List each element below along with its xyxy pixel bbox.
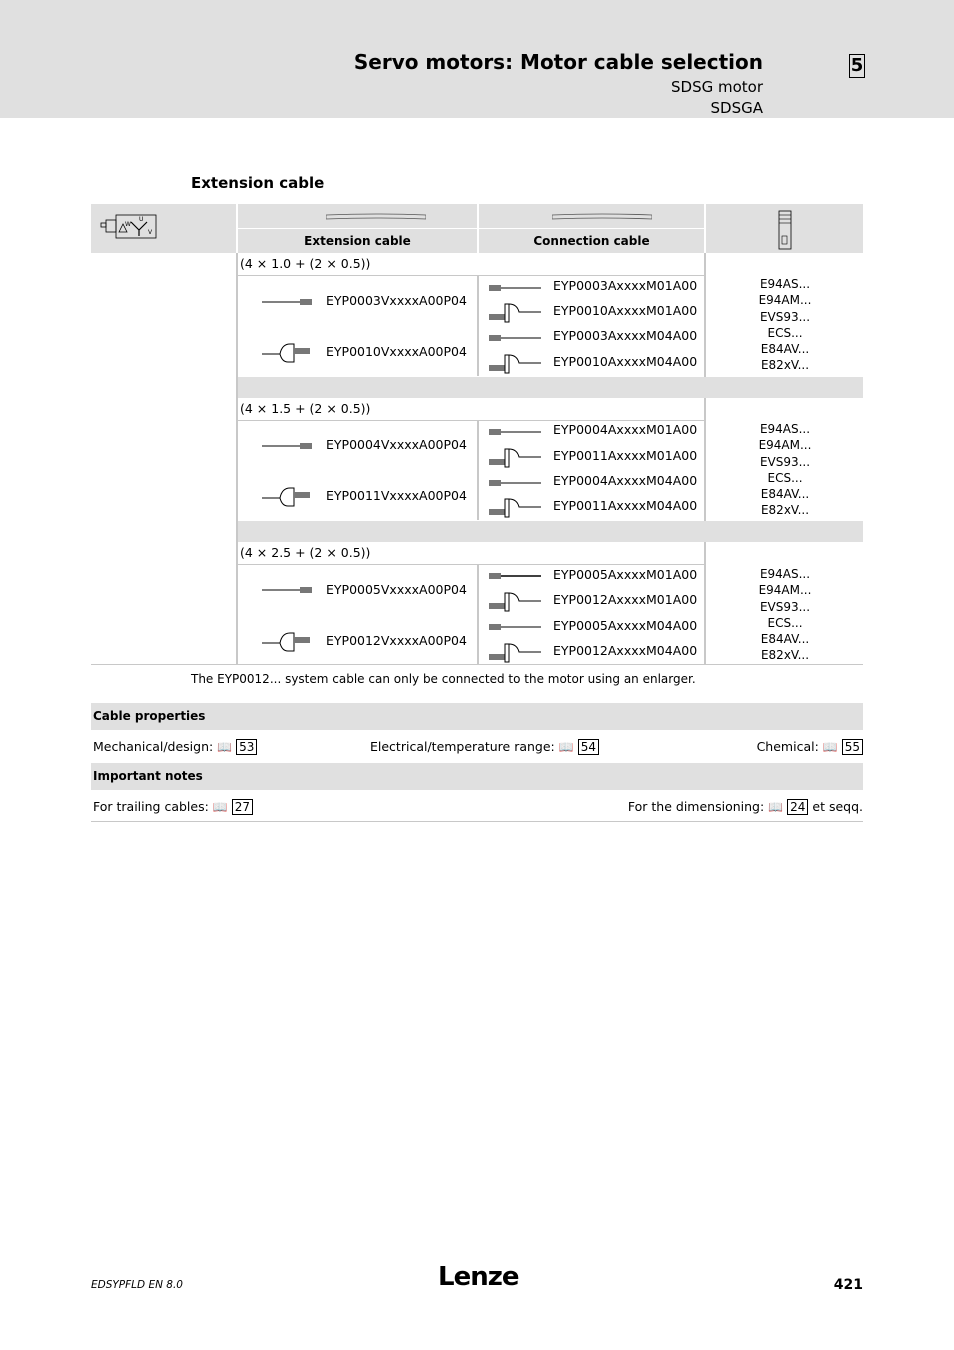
controller-name: E94AS... [759, 422, 811, 436]
straight-connector-icon [487, 333, 543, 343]
straight-connector-icon [487, 427, 543, 437]
extension-cable-code: EYP0003VxxxxA00P04 [326, 293, 467, 308]
controller-name: ECS... [767, 325, 803, 340]
angled-connector-icon [487, 495, 543, 519]
straight-connector-icon [487, 571, 543, 581]
motor-header-cell [91, 204, 236, 253]
cable-properties-bar [91, 703, 863, 730]
connection-cable-code: EYP0012AxxxxM04A00 [553, 643, 698, 658]
book-icon: 📖 [212, 800, 228, 814]
cross-section-label: (4 × 1.5 + (2 × 0.5)) [240, 401, 371, 416]
dimensioning-label: For the dimensioning: [627, 799, 765, 814]
cable-icon [552, 213, 652, 221]
controller-name: E84AV... [760, 632, 810, 647]
connection-cable-code: EYP0003AxxxxM01A00 [553, 278, 698, 293]
electrical-page-link[interactable]: 54 [578, 739, 599, 755]
cross-section-label: (4 × 1.0 + (2 × 0.5)) [240, 256, 371, 271]
phase-v-label: V [148, 229, 153, 236]
controller-name: ECS... [767, 615, 803, 630]
electrical-reference [370, 739, 599, 754]
extension-cable-code: EYP0011VxxxxA00P04 [326, 488, 467, 503]
connection-cable-code: EYP0004AxxxxM04A00 [553, 473, 698, 488]
trailing-cables-reference [93, 799, 253, 814]
controller-list [706, 566, 864, 664]
controller-name: EVS93... [759, 599, 811, 614]
controller-name: E82xV... [760, 503, 810, 518]
straight-plug-icon [260, 584, 316, 596]
document-code: EDSYPFLD EN 8.0 [91, 1279, 183, 1291]
angled-connector-icon [487, 640, 543, 664]
table-divider [238, 275, 704, 276]
chemical-reference [757, 739, 863, 754]
straight-plug-icon [260, 296, 316, 308]
group-separator [238, 377, 863, 398]
book-icon: 📖 [768, 800, 784, 814]
connection-cable-column-header: Connection cable [479, 229, 704, 253]
controller-name: E82xV... [760, 648, 810, 663]
table-footnote: The EYP0012... system cable can only be connected to the motor using an enlarger. [191, 672, 696, 686]
angled-connector-icon [487, 589, 543, 613]
table-divider [477, 276, 479, 376]
connection-cable-code: EYP0003AxxxxM04A00 [553, 328, 698, 343]
extension-cable-icon-cell [238, 204, 477, 228]
controller-name: ECS... [767, 470, 803, 485]
chemical-page-link[interactable]: 55 [842, 739, 863, 755]
trailing-page-link[interactable]: 27 [232, 799, 253, 815]
dimensioning-suffix: et seqq. [812, 799, 863, 814]
controller-name: E94AS... [759, 567, 811, 581]
controller-name: E94AM... [758, 293, 812, 308]
angled-plug-icon [260, 340, 316, 364]
straight-connector-icon [487, 622, 543, 632]
group-separator [238, 521, 863, 542]
important-notes-heading: Important notes [93, 769, 203, 783]
cable-properties-heading: Cable properties [93, 709, 206, 723]
controller-name: E94AS... [759, 277, 811, 291]
mechanical-label: Mechanical/design: [93, 739, 214, 754]
phase-w-label: W [125, 221, 131, 228]
notes-bottom-rule [91, 821, 863, 822]
connection-cable-code: EYP0012AxxxxM01A00 [553, 592, 698, 607]
chapter-number-link[interactable]: 5 [850, 55, 864, 76]
dimensioning-reference [628, 799, 863, 814]
controller-name: E84AV... [760, 342, 810, 357]
mechanical-reference [93, 739, 257, 754]
electrical-label: Electrical/temperature range: [370, 739, 555, 754]
phase-u-label: U [139, 216, 144, 223]
angled-plug-icon [260, 629, 316, 653]
book-icon: 📖 [217, 740, 233, 754]
controller-name: EVS93... [759, 309, 811, 324]
extension-cable-code: EYP0010VxxxxA00P04 [326, 344, 467, 359]
mechanical-page-link[interactable]: 53 [236, 739, 257, 755]
table-divider [238, 420, 704, 421]
straight-plug-icon [260, 440, 316, 452]
connection-cable-code: EYP0004AxxxxM01A00 [553, 422, 698, 437]
section-heading: Extension cable [191, 174, 325, 192]
extension-cable-code: EYP0004VxxxxA00P04 [326, 437, 467, 452]
dimensioning-page-link[interactable]: 24 [787, 799, 808, 815]
table-divider [236, 253, 238, 665]
page-number: 421 [833, 1277, 863, 1293]
controller-name: E84AV... [760, 487, 810, 502]
lenze-logo: Lenze [438, 1262, 519, 1292]
cross-section-label: (4 × 2.5 + (2 × 0.5)) [240, 545, 371, 560]
controller-list [706, 421, 864, 519]
connection-cable-code: EYP0011AxxxxM01A00 [553, 448, 698, 463]
controller-name: E82xV... [760, 358, 810, 373]
controller-list [706, 276, 864, 374]
angled-connector-icon [487, 445, 543, 469]
connection-cable-code: EYP0005AxxxxM04A00 [553, 618, 698, 633]
controller-header-cell [706, 204, 863, 253]
extension-cable-code: EYP0012VxxxxA00P04 [326, 633, 467, 648]
page-title: Servo motors: Motor cable selection [353, 50, 763, 74]
straight-connector-icon [487, 478, 543, 488]
page-subtitle-variant: SDSGA [710, 99, 763, 117]
table-divider [238, 564, 704, 565]
motor-icon [99, 212, 159, 240]
straight-connector-icon [487, 283, 543, 293]
trailing-label: For trailing cables: [93, 799, 209, 814]
angled-connector-icon [487, 351, 543, 375]
connection-cable-code: EYP0010AxxxxM04A00 [553, 354, 698, 369]
controller-name: E94AM... [758, 583, 812, 598]
important-notes-bar [91, 763, 863, 790]
table-bottom-rule [91, 664, 863, 665]
connection-cable-code: EYP0010AxxxxM01A00 [553, 303, 698, 318]
connection-cable-code: EYP0005AxxxxM01A00 [553, 567, 698, 582]
table-divider [477, 420, 479, 520]
connection-cable-code: EYP0011AxxxxM04A00 [553, 498, 698, 513]
book-icon: 📖 [558, 740, 574, 754]
table-divider [477, 565, 479, 665]
cable-icon [326, 213, 426, 221]
connection-cable-icon-cell [479, 204, 704, 228]
book-icon: 📖 [822, 740, 838, 754]
controller-icon [778, 210, 792, 250]
angled-plug-icon [260, 484, 316, 508]
controller-name: EVS93... [759, 454, 811, 469]
controller-name: E94AM... [758, 438, 812, 453]
angled-connector-icon [487, 300, 543, 324]
page-subtitle-motor: SDSG motor [671, 78, 763, 96]
chemical-label: Chemical: [756, 739, 819, 754]
extension-cable-code: EYP0005VxxxxA00P04 [326, 582, 467, 597]
extension-cable-column-header: Extension cable [238, 229, 477, 253]
